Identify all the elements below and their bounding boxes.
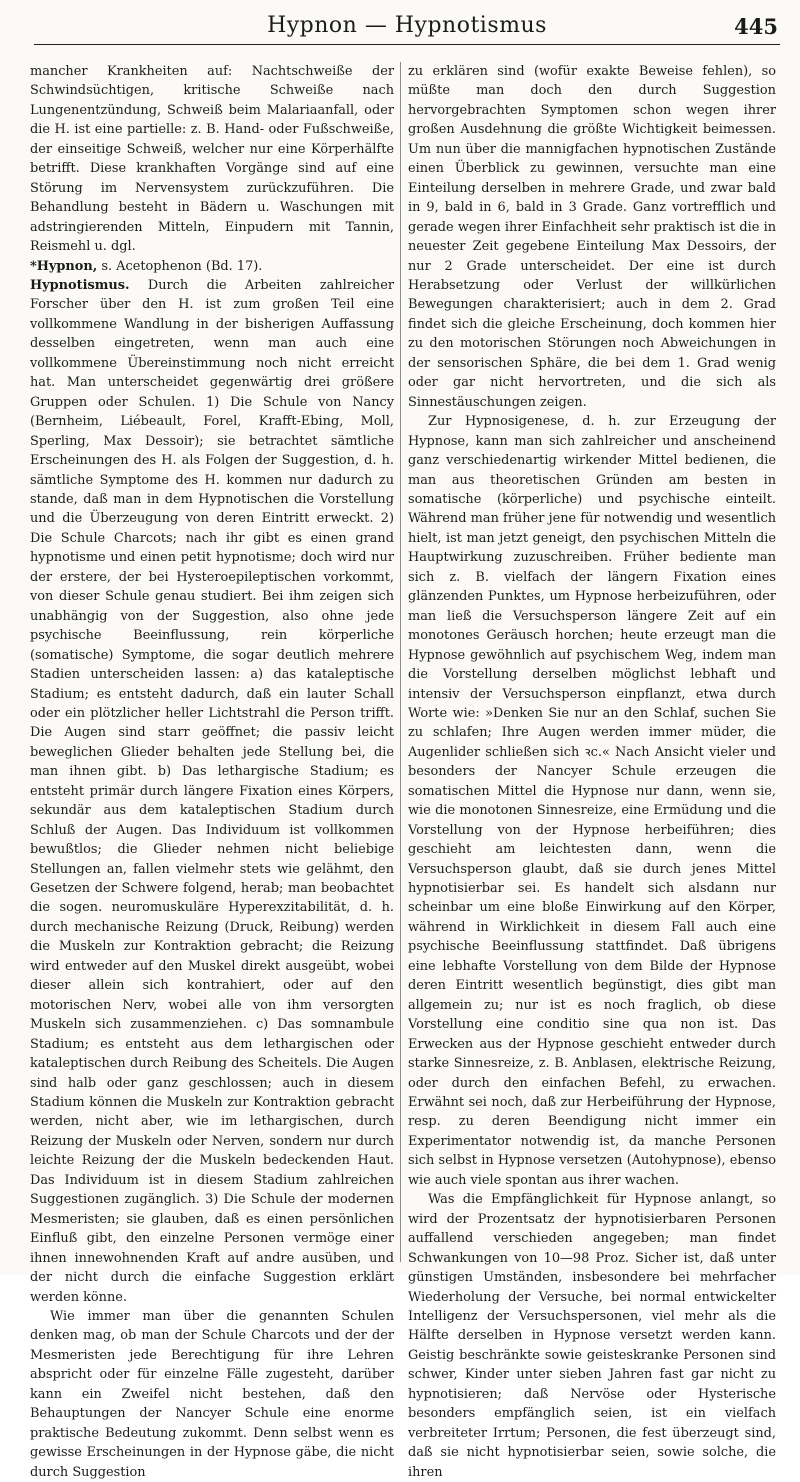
paragraph-hyperhidrosis-continuation: mancher Krankheiten auf: Nachtschweiße der Schwindsüchtigen, kritische Schweiße nach Lungenentzündung, Schweiß beim Malariaanfall, oder die H. ist eine partielle: z. B. Hand- oder Fußschweiße, der einseitige Schweiß, welcher nur eine Körperhälfte betrifft. Diese krankhaften Vorgänge sind auf eine Störung im Nervensystem zurückzuführen. Die Behandlung besteht in Bädern u. Waschungen mit adstringierenden Mitteln, Einpudern mit Tannin, Reismehl u. dgl. xyxy=(30,64,394,255)
running-head-title: Hypnon — Hypnotismus xyxy=(267,13,547,38)
page-number: 445 xyxy=(734,14,778,39)
running-header xyxy=(34,10,780,45)
paragraph-degrees: zu erklären sind (wofür exakte Beweise fehlen), so müßte man doch den durch Suggestion hervorgebrachten Symptomen schon wegen ihrer großen Ausdehnung die größte Wichtigkeit beimessen. Um nun über die mannigfachen hypnotischen Zustände einen Überblick zu gewinnen, versuchte man eine Einteilung derselben in mehrere Grade, und zwar bald in 9, bald in 6, bald in 3 Grade. Ganz vortrefflich und gerade wegen ihrer Einfachheit sehr praktisch ist die in neuester Zeit gegebene Einteilung Max Dessoirs, der nur 2 Grade unterscheidet. Der eine ist durch Herabsetzung oder Verlust der willkürlichen Bewegungen charakterisiert; auch in dem 2. Grad findet sich die gleiche Erscheinung, doch kommen hier zu den motorischen Störungen noch Abweichungen in der sensorischen Sphäre, die bei dem 1. Grad wenig oder gar nicht hervortreten, und die sich als Sinnestäuschungen zeigen. xyxy=(408,64,776,410)
entry-headword: *Hypnon, xyxy=(30,258,98,274)
right-column xyxy=(408,62,776,1480)
entry-hypnon xyxy=(30,257,394,276)
entry-text: s. Acetophenon (Bd. 17). xyxy=(97,258,263,274)
paragraph-hypnosigenese: Zur Hypnosigenese, d. h. zur Erzeugung der Hypnose, kann man sich zahlreicher und anscheinend ganz verschiedenartig wirkender Mittel bedienen, die man aus theoretischen Gründen am besten in somatische (körperliche) und psychische einteilt. Während man früher jene für notwendig und wesentlich hielt, ist man jetzt geneigt, den psychischen Mitteln die Hauptwirkung zuzuschreiben. Früher bediente man sich z. B. vielfach der längern Fixation eines glänzenden Punktes, um Hypnose herbeizuführen, oder man ließ die Versuchsperson längere Zeit auf ein monotones Geräusch horchen; heute erzeugt man die Hypnose gewöhnlich auf psychischem Weg, indem man die Vorstellung derselben möglichst lebhaft und intensiv der Versuchsperson einpflanzt, etwa durch Worte wie: »Denken Sie nur an den Schlaf, suchen Sie zu schlafen; Ihre Augen werden immer müder, die Augenlider schließen sich ꝛc.« Nach Ansicht vieler und besonders der Nancyer Schule erzeugen die somatischen Mittel die Hypnose nur dann, wenn sie, wie die monotonen Sinnesreize, eine Ermüdung und die Vorstellung von der Hypnose herbeiführen; dies geschieht am leichtesten dann, wenn die Versuchsperson glaubt, daß sie durch jenes Mittel hypnotisierbar sei. Es handelt sich alsdann nur scheinbar um eine bloße Einwirkung auf den Körper, während in Wirklichkeit in diesem Fall auch eine psychische Beeinflussung stattfindet. Daß übrigens eine lebhafte Vorstellung von dem Bilde der Hypnose deren Eintritt wesentlich begünstigt, dies gibt man allgemein zu; nur ist es noch fraglich, ob diese Vorstellung eine conditio sine qua non ist. Das Erwecken aus der Hypnose geschieht entweder durch starke Sinnesreize, z. B. Anblasen, elektrische Reizung, oder durch den einfachen Befehl, zu erwachen. Erwähnt sei noch, daß zur Herbeiführung der Hypnose, resp. zu deren Beendigung nicht immer ein Experimentator notwendig ist, da manche Personen sich selbst in Hypnose versetzen (Autohypnose), ebenso wie auch viele spontan aus ihrer wachen. xyxy=(408,414,776,1188)
entry-hypnotismus xyxy=(30,276,394,1307)
column-divider xyxy=(400,62,401,1262)
paragraph-schools: Wie immer man über die genannten Schulen denken mag, ob man der Schule Charcots und der der Mesmeristen jede Berechtigung für ihre Lehren abspricht oder für einzelne Fälle zugesteht, darüber kann ein Zweifel nicht bestehen, daß den Behauptungen der Nancyer Schule eine enorme praktische Bedeutung zukommt. Denn selbst wenn es gewisse Erscheinungen in der Hypnose gäbe, die nicht durch Suggestion xyxy=(30,1309,394,1480)
entry-text: Durch die Arbeiten zahlreicher Forscher über den H. ist zum großen Teil eine vollkommene Wandlung in der bisherigen Auffassung desselben eingetreten, wenn man auch eine vollkommene Übereinstimmung noch nicht erreicht hat. Man unterscheidet gegenwärtig drei größere Gruppen oder Schulen. 1) Die Schule von Nancy (Bernheim, Liébeault, Forel, Krafft-Ebing, Moll, Sperling, Max Dessoir); sie betrachtet sämtliche Erscheinungen des H. als Folgen der Suggestion, d. h. sämtliche Symptome des H. kommen nur dadurch zu stande, daß man in dem Hypnotischen die Vorstellung und die Überzeugung von deren Eintritt erweckt. 2) Die Schule Charcots; nach ihr gibt es einen grand hypnotisme und einen petit hypnotisme; doch wird nur der erstere, der bei Hysteroepileptischen vorkommt, von dieser Schule genau studiert. Bei ihm zeigen sich unabhängig von der Suggestion, also ohne jede psychische Beeinflussung, rein körperliche (somatische) Symptome, die sogar deutlich mehrere Stadien unterscheiden lassen: a) das kataleptische Stadium; es entsteht dadurch, daß ein lauter Schall oder ein plötzlicher heller Lichtstrahl die Person trifft. Die Augen sind starr geöffnet; die passiv leicht beweglichen Glieder behalten jede Stellung bei, die man ihnen gibt. b) Das lethargische Stadium; es entsteht primär durch längere Fixation eines Körpers, sekundär aus dem kataleptischen Stadium durch Schluß der Augen. Das Individuum ist vollkommen bewußtlos; die Glieder nehmen nicht beliebige Stellungen an, fallen vielmehr stets wie gelähmt, den Gesetzen der Schwere folgend, herab; man beobachtet die sogen. neuromuskuläre Hyperexzitabilität, d. h. durch mechanische Reizung (Druck, Reibung) werden die Muskeln zur Kontraktion gebracht; die Reizung wird entweder auf den Muskel direkt ausgeübt, wobei dieser allein sich kontrahiert, oder auf den motorischen Nerv, wobei alle von ihm versorgten Muskeln sich zusammenziehen. c) Das somnambule Stadium; es entsteht aus dem lethargischen oder kataleptischen durch Reibung des Scheitels. Die Augen sind halb oder ganz geschlossen; auch in diesem Stadium können die Muskeln zur Kontraktion gebracht werden, nicht aber, wie im lethargischen, durch Reizung der Muskeln oder Nerven, sondern nur durch leichte Reizung der die Muskeln bedeckenden Haut. Das Individuum ist in diesem Stadium zahlreichen Suggestionen zugänglich. 3) Die Schule der modernen Mesmeristen; sie glauben, daß es einen persönlichen Einfluß gibt, den einzelne Personen vermöge einer ihnen innewohnenden Kraft auf andre ausüben, und der nicht durch die einfache Suggestion erklärt werden könne. xyxy=(30,277,394,1305)
entry-headword: Hypnotismus. xyxy=(30,277,130,293)
left-column xyxy=(30,62,394,1480)
paragraph-susceptibility: Was die Empfänglichkeit für Hypnose anlangt, so wird der Prozentsatz der hypnotisierbaren Personen auffallend verschieden angegeben; man findet Schwankungen von 10—98 Proz. Sicher ist, daß unter günstigen Umständen, insbesondere bei mehrfacher Wiederholung der Versuche, bei normal entwickelter Intelligenz der Versuchspersonen, viel mehr als die Hälfte derselben in Hypnose versetzt werden kann. Geistig beschränkte sowie geisteskranke Personen sind schwer, Kinder unter sieben Jahren fast gar nicht zu hypnotisieren; daß Nervöse oder Hysterische besonders empfänglich seien, ist ein vielfach verbreiteter Irrtum; Personen, die fest überzeugt sind, daß sie nicht hypnotisierbar seien, sowie solche, die ihren xyxy=(408,1192,776,1480)
